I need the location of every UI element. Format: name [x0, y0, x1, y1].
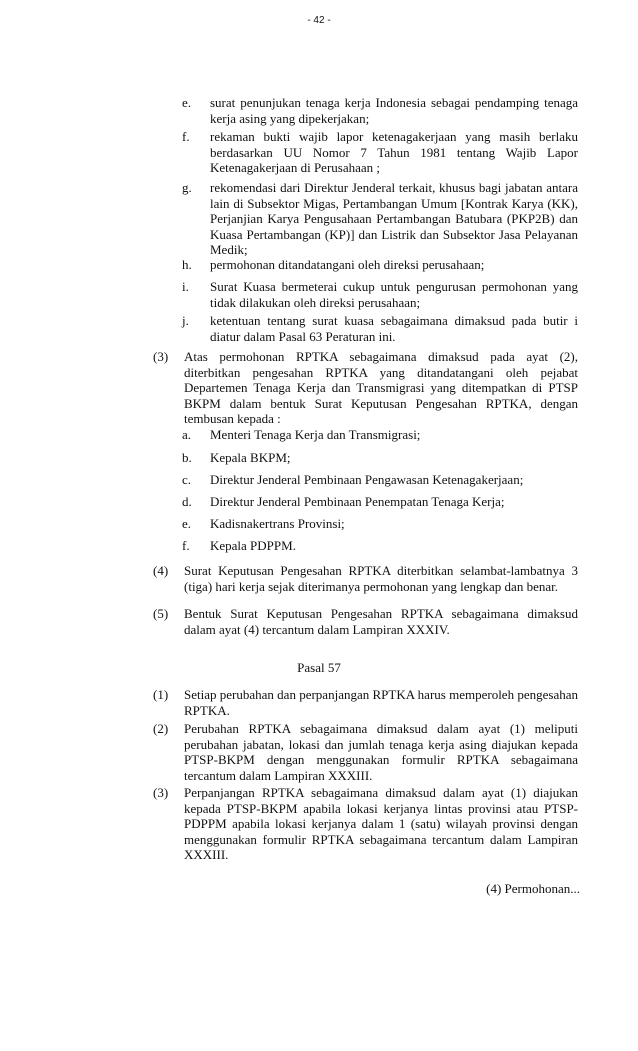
list-item-text: Direktur Jenderal Pembinaan Penempatan Tenaga Kerja;	[210, 494, 505, 509]
list-item	[182, 516, 578, 532]
list-item-label: e.	[182, 516, 192, 531]
list-item	[182, 313, 578, 344]
list-item	[182, 472, 578, 488]
list-item	[182, 494, 578, 510]
list-item	[182, 427, 578, 443]
list-item-text: Kepala PDPPM.	[210, 538, 296, 553]
list-item-label: a.	[182, 427, 192, 442]
list-item-text: ketentuan tentang surat kuasa sebagaimana dimaksud pada butir i diatur dalam Pasal 63 Peraturan ini.	[210, 313, 578, 344]
list-item	[182, 538, 578, 554]
list-item-text: Kepala BKPM;	[210, 450, 291, 465]
list-item-text: Direktur Jenderal Pembinaan Pengawasan Ketenagakerjaan;	[210, 472, 524, 487]
list-item-text: permohonan ditandatangani oleh direksi perusahaan;	[210, 257, 485, 272]
list-item	[182, 95, 578, 126]
list-item-label: d.	[182, 494, 192, 509]
paragraph-label: (3)	[153, 785, 169, 800]
list-item-label: b.	[182, 450, 192, 465]
paragraph-3	[153, 349, 578, 427]
list-item-label: f.	[182, 538, 190, 553]
paragraph-4	[153, 563, 578, 594]
article-title: Pasal 57	[297, 660, 341, 675]
paragraph-text: Setiap perubahan dan perpanjangan RPTKA harus memperoleh pengesahan RPTKA.	[184, 687, 578, 718]
list-item	[182, 450, 578, 466]
list-item-text: Surat Kuasa bermeterai cukup untuk pengurusan permohonan yang tidak dilakukan oleh direksi perusahaan;	[210, 279, 578, 310]
list-item-text: Menteri Tenaga Kerja dan Transmigrasi;	[210, 427, 421, 442]
list-item-text: rekomendasi dari Direktur Jenderal terkait, khusus bagi jabatan antara lain di Subsektor Migas, Pertambangan Umum [Kontrak Karya (KK), Perjanjian Karya Pengusahaan Pertambangan Batubara (PKP2B) dan Kuasa Pertambangan (KP)] dan Listrik dan Subsektor Jasa Pelayanan Medik;	[210, 180, 578, 257]
page-number: - 42 -	[307, 15, 331, 26]
list-item	[182, 257, 578, 273]
paragraph-5	[153, 606, 578, 637]
list-item-label: c.	[182, 472, 192, 487]
paragraph-text: Perubahan RPTKA sebagaimana dimaksud dalam ayat (1) meliputi perubahan jabatan, lokasi dan jumlah tenaga kerja asing diajukan kepada PTSP-BKPM dengan menggunakan formulir RPTKA sebagaimana tercantum dalam Lampiran XXXIII.	[184, 721, 578, 783]
article-paragraph-3	[153, 785, 578, 863]
paragraph-text: Atas permohonan RPTKA sebagaimana dimaksud pada ayat (2), diterbitkan pengesahan RPTKA yang ditandatangani oleh pejabat Departemen Tenaga Kerja dan Transmigrasi yang ditempatkan di PTSP BKPM dalam bentuk Surat Keputusan Pengesahan RPTKA, dengan tembusan kepada :	[184, 349, 578, 426]
list-item-text: surat penunjukan tenaga kerja Indonesia sebagai pendamping tenaga kerja asing yang dipekerjakan;	[210, 95, 578, 126]
article-paragraph-2	[153, 721, 578, 783]
list-item-text: Kadisnakertrans Provinsi;	[210, 516, 345, 531]
list-item-label: j.	[182, 313, 189, 328]
paragraph-label: (5)	[153, 606, 169, 621]
list-item-label: f.	[182, 129, 190, 144]
next-page-reference: (4) Permohonan...	[486, 881, 580, 896]
list-item	[182, 180, 578, 258]
list-item-label: g.	[182, 180, 192, 195]
paragraph-label: (3)	[153, 349, 169, 364]
paragraph-label: (4)	[153, 563, 169, 578]
list-item-text: rekaman bukti wajib lapor ketenagakerjaan yang masih berlaku berdasarkan UU Nomor 7 Tahun 1981 tentang Wajib Lapor Ketenagakerjaan di Perusahaan ;	[210, 129, 578, 175]
paragraph-text: Surat Keputusan Pengesahan RPTKA diterbitkan selambat-lambatnya 3 (tiga) hari kerja sejak diterimanya permohonan yang lengkap dan benar.	[184, 563, 578, 594]
list-item	[182, 279, 578, 310]
paragraph-text: Perpanjangan RPTKA sebagaimana dimaksud dalam ayat (1) diajukan kepada PTSP-BKPM apabila lokasi kerjanya lintas provinsi atau PTSP-PDPPM apabila lokasi kerjanya dalam 1 (satu) wilayah provinsi dengan menggunakan formulir RPTKA sebagaimana tercantum dalam Lampiran XXXIII.	[184, 785, 578, 862]
paragraph-label: (2)	[153, 721, 169, 736]
list-item-label: h.	[182, 257, 192, 272]
paragraph-label: (1)	[153, 687, 169, 702]
paragraph-text: Bentuk Surat Keputusan Pengesahan RPTKA sebagaimana dimaksud dalam ayat (4) tercantum dalam Lampiran XXXIV.	[184, 606, 578, 637]
list-item	[182, 129, 578, 176]
list-item-label: e.	[182, 95, 192, 110]
article-paragraph-1	[153, 687, 578, 718]
list-item-label: i.	[182, 279, 189, 294]
